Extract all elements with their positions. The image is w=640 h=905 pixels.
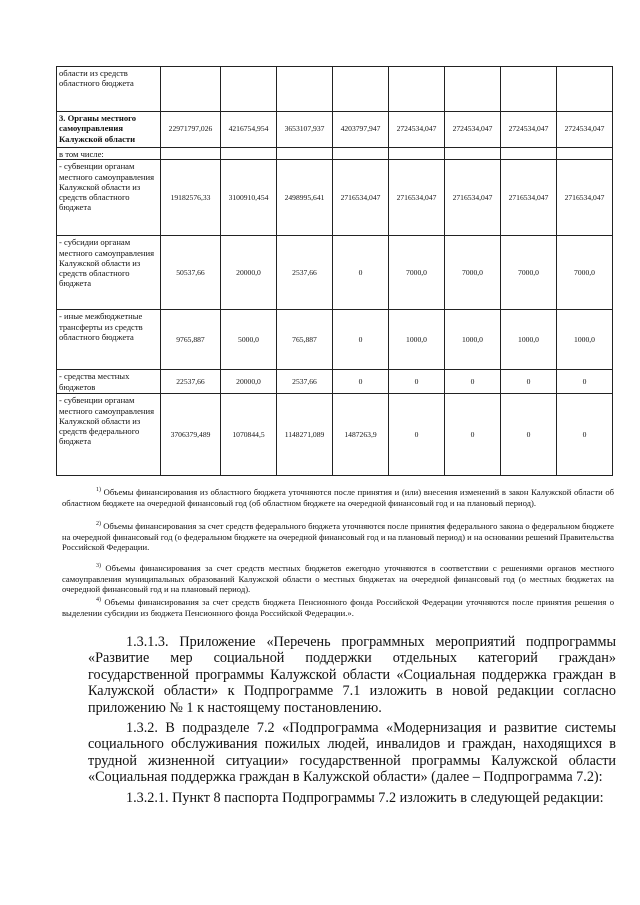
table-cell: 1148271,089 — [277, 394, 333, 476]
financing-table — [56, 66, 613, 476]
paragraph-1-3-2-1 — [88, 790, 616, 806]
row-label: - субвенции органам местного самоуправления Калужской области из средств федерального бюджета — [57, 394, 161, 476]
table-cell: 2716534,047 — [333, 160, 389, 236]
row-label: 3. Органы местного самоуправления Калужской области — [57, 112, 161, 148]
footnote-mark: 4) — [96, 597, 101, 604]
table-cell: 0 — [389, 394, 445, 476]
table-cell: 0 — [445, 370, 501, 394]
table-cell: 0 — [389, 370, 445, 394]
table-cell: 7000,0 — [445, 236, 501, 310]
row-label: в том числе: — [57, 148, 161, 160]
table-cell: 765,887 — [277, 310, 333, 370]
table-cell — [557, 67, 613, 112]
table-cell: 0 — [333, 370, 389, 394]
table-cell — [501, 148, 557, 160]
table-row — [57, 236, 613, 310]
table-cell — [389, 148, 445, 160]
table-cell: 50537,66 — [161, 236, 221, 310]
row-label: - средства местных бюджетов — [57, 370, 161, 394]
table-cell: 7000,0 — [501, 236, 557, 310]
table-row — [57, 394, 613, 476]
footnote-3 — [62, 563, 614, 595]
table-cell — [161, 67, 221, 112]
table-row — [57, 160, 613, 236]
table-cell: 9765,887 — [161, 310, 221, 370]
table-cell: 5000,0 — [221, 310, 277, 370]
table-cell: 19182576,33 — [161, 160, 221, 236]
footnote-mark: 2) — [96, 521, 101, 528]
table-cell: 4216754,954 — [221, 112, 277, 148]
paragraph-1-3-1-3 — [88, 634, 616, 716]
footnote-text: Объемы финансирования за счет средств федерального бюджета уточняются после принятия федерального закона о федеральном бюджете на очередной финансовый год (о федеральном бюджете на очередной финансовый год и на плановый период) и на основании решений Правительства Российской Федерации. — [62, 521, 614, 553]
table-cell: 2716534,047 — [445, 160, 501, 236]
table-cell: 2724534,047 — [445, 112, 501, 148]
table-cell: 2537,66 — [277, 236, 333, 310]
table-row — [57, 148, 613, 160]
footnote-mark: 3) — [96, 563, 101, 570]
table-cell: 1070844,5 — [221, 394, 277, 476]
table-cell: 20000,0 — [221, 370, 277, 394]
table-cell — [333, 67, 389, 112]
table-cell: 4203797,947 — [333, 112, 389, 148]
table-cell: 2716534,047 — [557, 160, 613, 236]
table-cell — [221, 67, 277, 112]
table-cell — [277, 67, 333, 112]
table-cell: 2716534,047 — [501, 160, 557, 236]
table-cell: 1000,0 — [389, 310, 445, 370]
table-cell: 1000,0 — [501, 310, 557, 370]
row-label: - иные межбюджетные трансферты из средств областного бюджета — [57, 310, 161, 370]
table-cell: 3653107,937 — [277, 112, 333, 148]
table-cell — [501, 67, 557, 112]
table-cell: 0 — [333, 310, 389, 370]
table-row — [57, 310, 613, 370]
footnote-text: Объемы финансирования за счет средств местных бюджетов ежегодно уточняются в соответствии с решениями органов местного самоуправления муниципальных образований Калужской области о местных бюджетах на очередной финансовый год (о местных бюджетах на очередной финансовый год и на плановый период). — [62, 563, 615, 595]
table-cell: 0 — [501, 370, 557, 394]
paragraph-text: 1.3.2. В подразделе 7.2 «Подпрограмма «Модернизация и развитие системы социального обслуживания пожилых людей, инвалидов и граждан, находящихся в трудной жизненной ситуации» государственной программы Калужской области «Социальная поддержка граждан в Калужской области» (далее – Подпрограмма 7.2): — [88, 720, 616, 786]
table-row — [57, 370, 613, 394]
table-cell — [221, 148, 277, 160]
table-cell — [333, 148, 389, 160]
table-cell — [389, 67, 445, 112]
table-cell: 2716534,047 — [389, 160, 445, 236]
table-cell: 0 — [333, 236, 389, 310]
row-label: - субвенции органам местного самоуправления Калужской области из средств областного бюджета — [57, 160, 161, 236]
table-cell: 2724534,047 — [389, 112, 445, 148]
table-cell — [557, 148, 613, 160]
table-cell: 2498995,641 — [277, 160, 333, 236]
table-cell: 2537,66 — [277, 370, 333, 394]
footnote-1 — [62, 487, 614, 508]
row-label: области из средств областного бюджета — [57, 67, 161, 112]
table-cell: 1000,0 — [557, 310, 613, 370]
table-row — [57, 112, 613, 148]
table-row — [57, 67, 613, 112]
footnote-text: Объемы финансирования из областного бюджета уточняются после принятия и (или) внесения изменений в закон Калужской области об областном бюджете на очередной финансовый год (об областном бюджете на очередной финансовый год и на плановый период). — [62, 487, 614, 508]
table-cell: 7000,0 — [557, 236, 613, 310]
table-cell: 2724534,047 — [557, 112, 613, 148]
table-cell: 7000,0 — [389, 236, 445, 310]
footnote-2 — [62, 521, 614, 553]
table-cell: 0 — [557, 370, 613, 394]
table-cell — [445, 67, 501, 112]
table-cell: 22537,66 — [161, 370, 221, 394]
table-cell: 22971797,026 — [161, 112, 221, 148]
row-label: - субсидии органам местного самоуправления Калужской области из средств областного бюджета — [57, 236, 161, 310]
table-cell: 2724534,047 — [501, 112, 557, 148]
paragraph-text: 1.3.1.3. Приложение «Перечень программных мероприятий подпрограммы «Развитие мер социальной поддержки отдельных категорий граждан» государственной программы Калужской области «Социальная поддержка граждан в Калужской области» к Подпрограмме 7.1 изложить в новой редакции согласно приложению № 1 к настоящему постановлению. — [88, 634, 616, 716]
table-cell: 3100910,454 — [221, 160, 277, 236]
footnote-mark: 1) — [96, 487, 101, 494]
footnote-4 — [62, 597, 614, 618]
table-cell — [445, 148, 501, 160]
table-cell: 0 — [557, 394, 613, 476]
table-cell: 0 — [501, 394, 557, 476]
footnote-text: Объемы финансирования за счет средств бюджета Пенсионного фонда Российской Федерации уточняются после принятия решения о выделении субсидии из бюджета Пенсионного фонда Российской Федерации.». — [62, 597, 614, 618]
table-cell: 3706379,489 — [161, 394, 221, 476]
table-cell: 1487263,9 — [333, 394, 389, 476]
paragraph-1-3-2 — [88, 720, 616, 786]
table-cell — [161, 148, 221, 160]
paragraph-text: 1.3.2.1. Пункт 8 паспорта Подпрограммы 7.2 изложить в следующей редакции: — [126, 790, 604, 806]
table-cell: 1000,0 — [445, 310, 501, 370]
table-cell — [277, 148, 333, 160]
table-cell: 0 — [445, 394, 501, 476]
table-cell: 20000,0 — [221, 236, 277, 310]
